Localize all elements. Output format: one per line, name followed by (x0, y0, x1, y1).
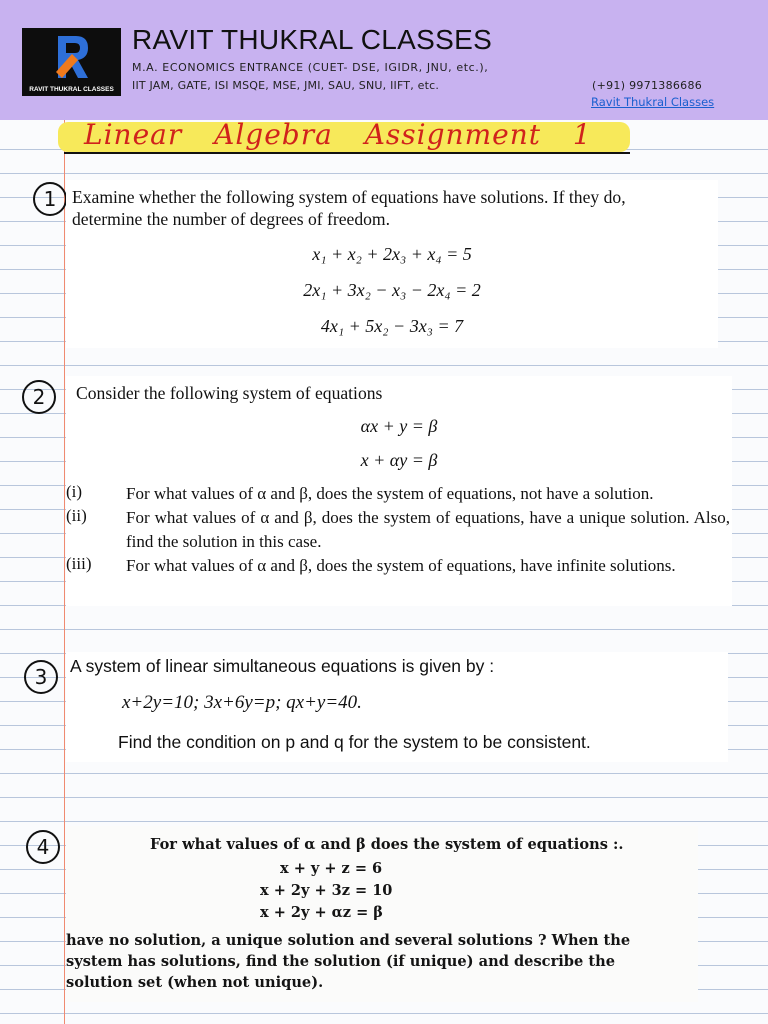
q2-item-label-ii: (ii) (66, 506, 87, 525)
q2-intro: Consider the following system of equations (76, 383, 383, 403)
q1-text-line-2: determine the number of degrees of freedom. (72, 209, 391, 229)
website-link[interactable]: Ravit Thukral Classes (591, 95, 715, 109)
q4-intro: For what values of α and β does the system of equations :. (150, 836, 624, 853)
q2-item-label-i: (i) (66, 482, 83, 501)
assignment-title: Linear Algebra Assignment 1 (84, 118, 592, 151)
q4-text-line-3: solution set (when not unique). (66, 974, 324, 991)
question-number-2: 2 (22, 380, 56, 414)
q2-item-text-i: For what values of α and β, does the system of equations, not have a solution. (126, 484, 654, 503)
q2-item-label-iii: (iii) (66, 554, 92, 573)
q4-equation-2: x + 2y + 3z = 10 (260, 882, 393, 899)
question-number-1: 1 (33, 182, 67, 216)
q1-text-line-1: Examine whether the following system of equations have solutions. If they do, (72, 187, 626, 207)
header-banner (0, 0, 768, 120)
q3-question: Find the condition on p and q for the system to be consistent. (118, 732, 591, 752)
title-underline (64, 152, 630, 154)
q4-text-line-2: system has solutions, find the solution (if unique) and describe the (66, 953, 616, 970)
phone-number: (+91) 9971386686 (592, 79, 703, 92)
subtitle-line-2: IIT JAM, GATE, ISI MSQE, MSE, JMI, SAU, SNU, IIFT, etc. (132, 79, 440, 92)
q1-equation-2: 2x₁ + 3x₂ − x₃ − 2x₄ = 2 (303, 280, 481, 300)
q2-item-text-ii: For what values of α and β, does the system of equations, have a unique solution. Also, find the solution in this case. (126, 508, 730, 551)
q4-equation-1: x + y + z = 6 (280, 860, 383, 877)
q3-equations: x+2y=10; 3x+6y=p; qx+y=40. (122, 692, 362, 713)
question-number-3: 3 (24, 660, 58, 694)
question-1-card (66, 180, 718, 348)
subtitle-line-1: M.A. ECONOMICS ENTRANCE (CUET- DSE, IGIDR, JNU, etc.), (132, 61, 489, 74)
q1-equation-3: 4x₁ + 5x₂ − 3x₃ = 7 (320, 316, 464, 336)
brand-logo (22, 28, 121, 96)
q2-item-text-iii: For what values of α and β, does the system of equations, have infinite solutions. (126, 556, 676, 575)
q2-equation-1: αx + y = β (360, 416, 438, 436)
q4-text-line-1: have no solution, a unique solution and several solutions ? When the (66, 932, 631, 949)
logo-r-icon (52, 32, 92, 82)
question-2-card (66, 376, 732, 606)
question-number-4: 4 (26, 830, 60, 864)
q1-equation-1: x₁ + x₂ + 2x₃ + x₄ = 5 (312, 244, 472, 264)
brand-name: RAVIT THUKRAL CLASSES (132, 24, 493, 55)
question-4-card (66, 826, 698, 1002)
q2-equation-2: x + αy = β (360, 450, 438, 470)
q4-equation-3: x + 2y + αz = β (260, 904, 383, 921)
margin-line (64, 120, 65, 1024)
q3-intro: A system of linear simultaneous equations is given by : (70, 656, 495, 676)
question-3-card (66, 652, 728, 762)
logo-caption: RAVIT THUKRAL CLASSES (29, 86, 114, 93)
